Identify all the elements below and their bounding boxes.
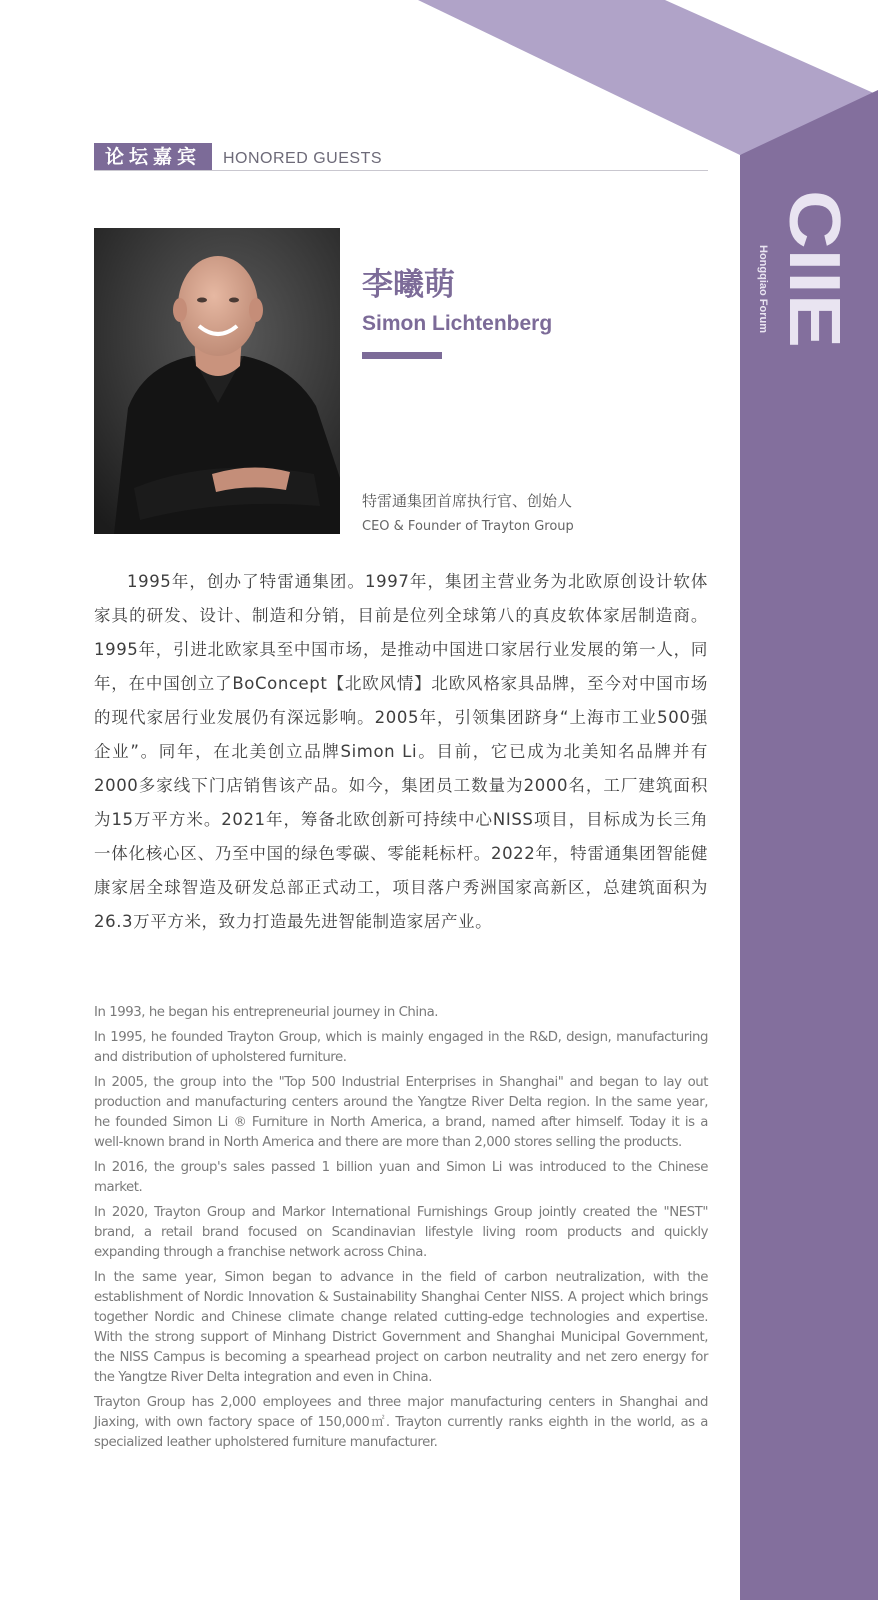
- name-underline: [362, 352, 442, 359]
- section-title-cn: 论坛嘉宾: [94, 143, 212, 171]
- biography-cn: 1995年，创办了特雷通集团。1997年，集团主营业务为北欧原创设计软体家具的研发、设计、制造和分销，目前是位列全球第八的真皮软体家居制造商。1995年，引进北欧家具至中国市场，是推动中国进口家居行业发展的第一人，同年，在中国创立了BoConcept【北欧风情】北欧风格家具品牌，至今对中国市场的现代家居行业发展仍有深远影响。2005年，引领集团跻身“上海市工业500强企业”。同年，在北美创立品牌Simon Li。目前，它已成为北美知名品牌并有2000多家线下门店销售该产品。如今，集团员工数量为2000名，工厂建筑面积为15万平方米。2021年，筹备北欧创新可持续中心NISS项目，目标成为长三角一体化核心区、乃至中国的绿色零碳、零能耗标杆。2022年，特雷通集团智能健康家居全球智造及研发总部正式动工，项目落户秀洲国家高新区，总建筑面积为26.3万平方米，致力打造最先进智能制造家居产业。: [94, 572, 708, 931]
- bio-en-paragraph: In 1995, he founded Trayton Group, which is mainly engaged in the R&D, design, manufacturing and distribution of upholstered furniture.: [94, 1030, 708, 1065]
- hongqiao-forum-text: Hongqiao Forum: [757, 245, 769, 333]
- bio-en-paragraph: In 1993, he began his entrepreneurial journey in China.: [94, 1005, 439, 1020]
- section-header: [94, 143, 708, 173]
- guest-title-cn: 特雷通集团首席执行官、创始人: [362, 492, 573, 510]
- guest-title-en: CEO & Founder of Trayton Group: [362, 519, 574, 534]
- section-divider: [94, 170, 708, 171]
- bio-en-paragraph: Trayton Group has 2,000 employees and three major manufacturing centers in Shanghai and Jiaxing, with own factory space of 150,000㎡. Trayton currently ranks eighth in the world, as a specialized leather upholstered furniture manufacturer.: [94, 1395, 708, 1450]
- section-title-en: HONORED GUESTS: [223, 150, 383, 167]
- ciie-logo-text: CIIE: [774, 190, 854, 331]
- guest-name-cn: 李曦萌: [362, 267, 455, 303]
- bio-en-paragraph: In 2005, the group into the "Top 500 Industrial Enterprises in Shanghai" and began to lay out production and manufacturing centers around the Yangtze River Delta region. In the same year, he founded Simon Li ® Furniture in North America, a brand, named after himself. Today it is a well-known brand in North America and there are more than 2,000 stores selling the products.: [94, 1075, 708, 1150]
- bio-en-paragraph: In 2020, Trayton Group and Markor International Furnishings Group jointly created the "NEST" brand, a retail brand focused on Scandinavian lifestyle living room products and quickly expanding through a franchise network across China.: [94, 1205, 708, 1260]
- guest-portrait-photo: [94, 228, 340, 534]
- hongqiao-forum-label: [758, 245, 770, 345]
- bio-en-paragraph: In 2016, the group's sales passed 1 billion yuan and Simon Li was introduced to the Chinese market.: [94, 1160, 708, 1195]
- biography-en: [94, 1003, 708, 1458]
- bio-en-paragraph: In the same year, Simon began to advance in the field of carbon neutralization, with the establishment of Nordic Innovation & Sustainability Shanghai Center NISS. A project which brings together Nordic and Chinese climate change related cutting-edge technologies and expertise. With the strong support of Minhang District Government and Shanghai Municipal Government, the NISS Campus is becoming a spearhead project on carbon neutrality and net zero energy for the Yangtze River Delta integration and even in China.: [94, 1270, 708, 1385]
- guest-name-en: Simon Lichtenberg: [362, 312, 553, 335]
- ciie-logo: [774, 190, 854, 350]
